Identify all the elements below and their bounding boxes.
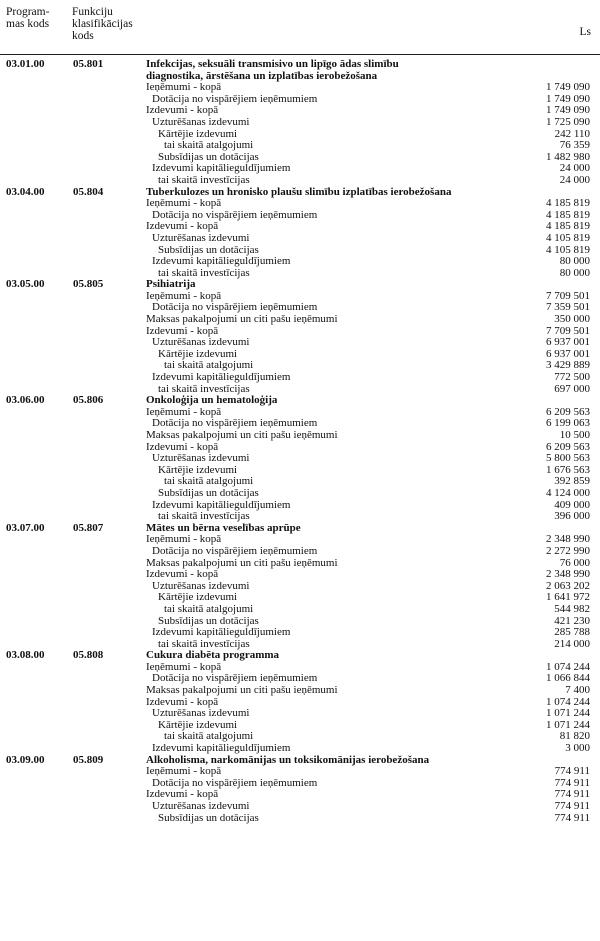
section-title: Alkoholisma, narkomānijas un toksikomānijas ierobežošana xyxy=(146,753,430,766)
row-label: tai skaitā atalgojumi xyxy=(164,139,254,152)
row-amount: 80 000 xyxy=(559,255,590,268)
table-row xyxy=(0,627,600,639)
row-amount: 7 400 xyxy=(565,684,590,697)
table-row xyxy=(0,500,600,512)
table-row xyxy=(0,720,600,732)
row-amount: 2 272 990 xyxy=(546,544,590,557)
table-row xyxy=(0,314,600,326)
row-label: Maksas pakalpojumi un citi pašu ieņēmumi xyxy=(146,313,338,326)
table-row xyxy=(0,813,600,825)
table-row xyxy=(0,581,600,593)
row-label: Maksas pakalpojumi un citi pašu ieņēmumi xyxy=(146,429,338,441)
row-amount: 697 000 xyxy=(554,382,590,395)
function-code: 05.804 xyxy=(73,185,104,198)
table-row xyxy=(0,546,600,558)
table-row xyxy=(0,569,600,581)
table-row xyxy=(0,94,600,106)
table-row xyxy=(0,337,600,349)
row-amount: 10 500 xyxy=(559,429,590,441)
row-label: Izdevumi kapitālieguldījumiem xyxy=(152,371,291,384)
row-amount: 396 000 xyxy=(554,510,590,523)
table-row xyxy=(0,685,600,697)
row-amount: 242 110 xyxy=(554,127,590,140)
row-label: Kārtējie izdevumi xyxy=(158,127,238,140)
row-label: Izdevumi kapitālieguldījumiem xyxy=(152,626,291,639)
function-code: 05.807 xyxy=(73,521,104,534)
row-label: Ieņēmumi - kopā xyxy=(146,405,222,418)
row-label: Dotācija no vispārējiem ieņēmumiem xyxy=(152,776,318,789)
row-amount: 6 209 563 xyxy=(546,440,590,453)
table-row xyxy=(0,129,600,141)
row-amount: 4 105 819 xyxy=(546,243,590,256)
row-amount: 1 749 090 xyxy=(546,81,590,94)
budget-table xyxy=(0,59,600,824)
function-code: 05.809 xyxy=(73,753,104,766)
row-label: Ieņēmumi - kopā xyxy=(146,81,222,94)
row-amount: 6 199 063 xyxy=(546,417,590,430)
row-label: Kārtējie izdevumi xyxy=(158,718,238,731)
row-amount: 1 074 244 xyxy=(546,695,590,708)
table-row xyxy=(0,175,600,187)
program-code: 03.04.00 xyxy=(6,185,45,198)
row-amount: 7 359 501 xyxy=(546,301,590,314)
table-row xyxy=(0,372,600,384)
section-title: Psihiatrija xyxy=(146,278,196,291)
row-amount: 2 348 990 xyxy=(546,533,590,546)
row-amount: 1 071 244 xyxy=(546,718,590,731)
table-row xyxy=(0,778,600,790)
table-row xyxy=(0,442,600,454)
table-row xyxy=(0,221,600,233)
section-title-row xyxy=(0,71,600,83)
table-row xyxy=(0,233,600,245)
header-rule xyxy=(0,54,600,55)
row-label: tai skaitā atalgojumi xyxy=(164,359,254,372)
table-row xyxy=(0,117,600,129)
row-amount: 3 429 889 xyxy=(546,359,590,372)
row-label: tai skaitā investīcijas xyxy=(158,382,250,395)
program-code: 03.09.00 xyxy=(6,753,45,766)
row-amount: 1 071 244 xyxy=(546,707,590,720)
row-label: tai skaitā atalgojumi xyxy=(164,475,254,488)
section-title: Onkoloģija un hematoloģija xyxy=(146,394,278,407)
row-label: tai skaitā investīcijas xyxy=(158,637,250,650)
row-label: Kārtējie izdevumi xyxy=(158,347,238,360)
row-amount: 2 063 202 xyxy=(546,579,590,592)
function-code-header: Funkciju klasifikācijas kods xyxy=(72,6,133,42)
table-row xyxy=(0,731,600,743)
row-amount: 7 709 501 xyxy=(546,324,590,337)
section-title-row xyxy=(0,755,600,767)
table-row xyxy=(0,140,600,152)
row-label: tai skaitā atalgojumi xyxy=(164,730,254,743)
row-amount: 24 000 xyxy=(559,173,590,186)
table-row xyxy=(0,558,600,570)
row-amount: 5 800 563 xyxy=(546,452,590,465)
row-label: tai skaitā investīcijas xyxy=(158,173,250,186)
table-row xyxy=(0,476,600,488)
row-label: Subsīdijas un dotācijas xyxy=(158,150,259,163)
table-row xyxy=(0,349,600,361)
table-row xyxy=(0,326,600,338)
row-label: Kārtējie izdevumi xyxy=(158,463,238,476)
row-amount: 285 788 xyxy=(554,626,590,639)
row-amount: 81 820 xyxy=(559,730,590,743)
row-amount: 544 982 xyxy=(554,602,590,615)
row-label: Dotācija no vispārējiem ieņēmumiem xyxy=(152,301,318,314)
row-label: tai skaitā atalgojumi xyxy=(164,602,254,615)
row-amount: 774 911 xyxy=(554,811,590,824)
section-title: Tuberkulozes un hronisko plaušu slimību izplatības ierobežošana xyxy=(146,185,452,198)
table-row xyxy=(0,789,600,801)
row-label: Uzturēšanas izdevumi xyxy=(152,231,250,244)
row-label: Ieņēmumi - kopā xyxy=(146,660,222,673)
row-label: Izdevumi - kopā xyxy=(146,324,219,337)
row-amount: 4 185 819 xyxy=(546,220,590,233)
row-label: Kārtējie izdevumi xyxy=(158,591,238,604)
section-title-row xyxy=(0,279,600,291)
row-label: Uzturēšanas izdevumi xyxy=(152,707,250,720)
row-label: Ieņēmumi - kopā xyxy=(146,533,222,546)
function-code: 05.806 xyxy=(73,394,104,407)
table-row xyxy=(0,592,600,604)
row-label: Uzturēšanas izdevumi xyxy=(152,800,250,812)
table-row xyxy=(0,465,600,477)
row-amount: 421 230 xyxy=(554,614,590,627)
row-label: Subsīdijas un dotācijas xyxy=(158,486,259,499)
row-amount: 24 000 xyxy=(559,162,590,175)
row-amount: 3 000 xyxy=(565,742,590,755)
row-label: Izdevumi - kopā xyxy=(146,220,219,233)
row-label: Dotācija no vispārējiem ieņēmumiem xyxy=(152,544,318,557)
row-amount: 6 937 001 xyxy=(546,336,590,349)
row-amount: 774 911 xyxy=(554,776,590,789)
function-code: 05.808 xyxy=(73,649,104,662)
row-amount: 774 911 xyxy=(554,788,590,801)
row-label: Subsīdijas un dotācijas xyxy=(158,243,259,256)
row-amount: 1 641 972 xyxy=(546,591,590,604)
program-code: 03.05.00 xyxy=(6,278,45,291)
section-title: diagnostika, ārstēšana un izplatības ierobežošana xyxy=(146,69,378,82)
table-row xyxy=(0,604,600,616)
row-amount: 1 725 090 xyxy=(546,115,590,128)
table-row xyxy=(0,801,600,813)
table-row xyxy=(0,198,600,210)
row-label: Maksas pakalpojumi un citi pašu ieņēmumi xyxy=(146,684,338,697)
row-label: tai skaitā investīcijas xyxy=(158,510,250,523)
table-row xyxy=(0,511,600,523)
row-label: Dotācija no vispārējiem ieņēmumiem xyxy=(152,417,318,430)
table-row xyxy=(0,743,600,755)
section-title: Infekcijas, seksuāli transmisivo un lipīgo ādas slimību xyxy=(146,58,399,70)
row-label: Uzturēšanas izdevumi xyxy=(152,452,250,465)
section-title-row xyxy=(0,187,600,199)
row-amount: 1 749 090 xyxy=(546,104,590,117)
section-title: Mātes un bērna veselības aprūpe xyxy=(146,521,301,534)
row-amount: 1 749 090 xyxy=(546,92,590,105)
table-row xyxy=(0,163,600,175)
row-label: tai skaitā investīcijas xyxy=(158,266,250,279)
row-label: Izdevumi - kopā xyxy=(146,104,219,117)
row-label: Izdevumi - kopā xyxy=(146,440,219,453)
table-row xyxy=(0,210,600,222)
table-row xyxy=(0,105,600,117)
section-title-row xyxy=(0,395,600,407)
program-code: 03.06.00 xyxy=(6,394,45,407)
row-label: Dotācija no vispārējiem ieņēmumiem xyxy=(152,208,318,221)
row-label: Maksas pakalpojumi un citi pašu ieņēmumi xyxy=(146,556,338,569)
row-amount: 1 676 563 xyxy=(546,463,590,476)
section-title-row xyxy=(0,523,600,535)
table-row xyxy=(0,708,600,720)
table-row xyxy=(0,430,600,442)
table-row xyxy=(0,616,600,628)
section-title-row xyxy=(0,59,600,71)
row-amount: 80 000 xyxy=(559,266,590,279)
row-amount: 4 185 819 xyxy=(546,197,590,210)
row-label: Izdevumi kapitālieguldījumiem xyxy=(152,498,291,511)
row-label: Dotācija no vispārējiem ieņēmumiem xyxy=(152,672,318,685)
currency-header: Ls xyxy=(579,26,591,38)
row-label: Ieņēmumi - kopā xyxy=(146,289,222,302)
row-amount: 392 859 xyxy=(554,475,590,488)
program-code: 03.07.00 xyxy=(6,521,45,534)
table-row xyxy=(0,245,600,257)
row-label: Ieņēmumi - kopā xyxy=(146,197,222,210)
row-label: Subsīdijas un dotācijas xyxy=(158,811,259,824)
row-amount: 774 911 xyxy=(554,800,590,812)
table-row xyxy=(0,488,600,500)
row-amount: 4 185 819 xyxy=(546,208,590,221)
row-label: Uzturēšanas izdevumi xyxy=(152,336,250,349)
row-amount: 214 000 xyxy=(554,637,590,650)
table-row xyxy=(0,256,600,268)
row-label: Izdevumi kapitālieguldījumiem xyxy=(152,255,291,268)
row-label: Ieņēmumi - kopā xyxy=(146,765,222,778)
table-row xyxy=(0,152,600,164)
function-code: 05.801 xyxy=(73,58,104,70)
program-code: 03.01.00 xyxy=(6,58,45,70)
row-amount: 1 482 980 xyxy=(546,150,590,163)
row-amount: 772 500 xyxy=(554,371,590,384)
row-amount: 6 209 563 xyxy=(546,405,590,418)
row-amount: 350 000 xyxy=(554,313,590,326)
row-amount: 4 105 819 xyxy=(546,231,590,244)
section-title: Cukura diabēta programma xyxy=(146,649,280,662)
table-header xyxy=(0,6,600,52)
row-amount: 1 074 244 xyxy=(546,660,590,673)
row-amount: 2 348 990 xyxy=(546,568,590,581)
row-amount: 4 124 000 xyxy=(546,486,590,499)
row-label: Izdevumi - kopā xyxy=(146,695,219,708)
row-label: Izdevumi kapitālieguldījumiem xyxy=(152,742,291,755)
row-amount: 409 000 xyxy=(554,498,590,511)
row-label: Uzturēšanas izdevumi xyxy=(152,115,250,128)
row-amount: 774 911 xyxy=(554,765,590,778)
row-amount: 7 709 501 xyxy=(546,289,590,302)
table-row xyxy=(0,697,600,709)
row-label: Subsīdijas un dotācijas xyxy=(158,614,259,627)
row-amount: 6 937 001 xyxy=(546,347,590,360)
row-amount: 1 066 844 xyxy=(546,672,590,685)
row-label: Dotācija no vispārējiem ieņēmumiem xyxy=(152,92,318,105)
row-label: Izdevumi - kopā xyxy=(146,568,219,581)
program-code: 03.08.00 xyxy=(6,649,45,662)
row-amount: 76 359 xyxy=(559,139,590,152)
program-code-header: Program- mas kods xyxy=(6,6,50,30)
row-label: Uzturēšanas izdevumi xyxy=(152,579,250,592)
row-amount: 76 000 xyxy=(559,556,590,569)
table-row xyxy=(0,360,600,372)
section-title-row xyxy=(0,650,600,662)
table-row xyxy=(0,453,600,465)
row-label: Izdevumi kapitālieguldījumiem xyxy=(152,162,291,175)
row-label: Izdevumi - kopā xyxy=(146,788,219,801)
function-code: 05.805 xyxy=(73,278,104,291)
